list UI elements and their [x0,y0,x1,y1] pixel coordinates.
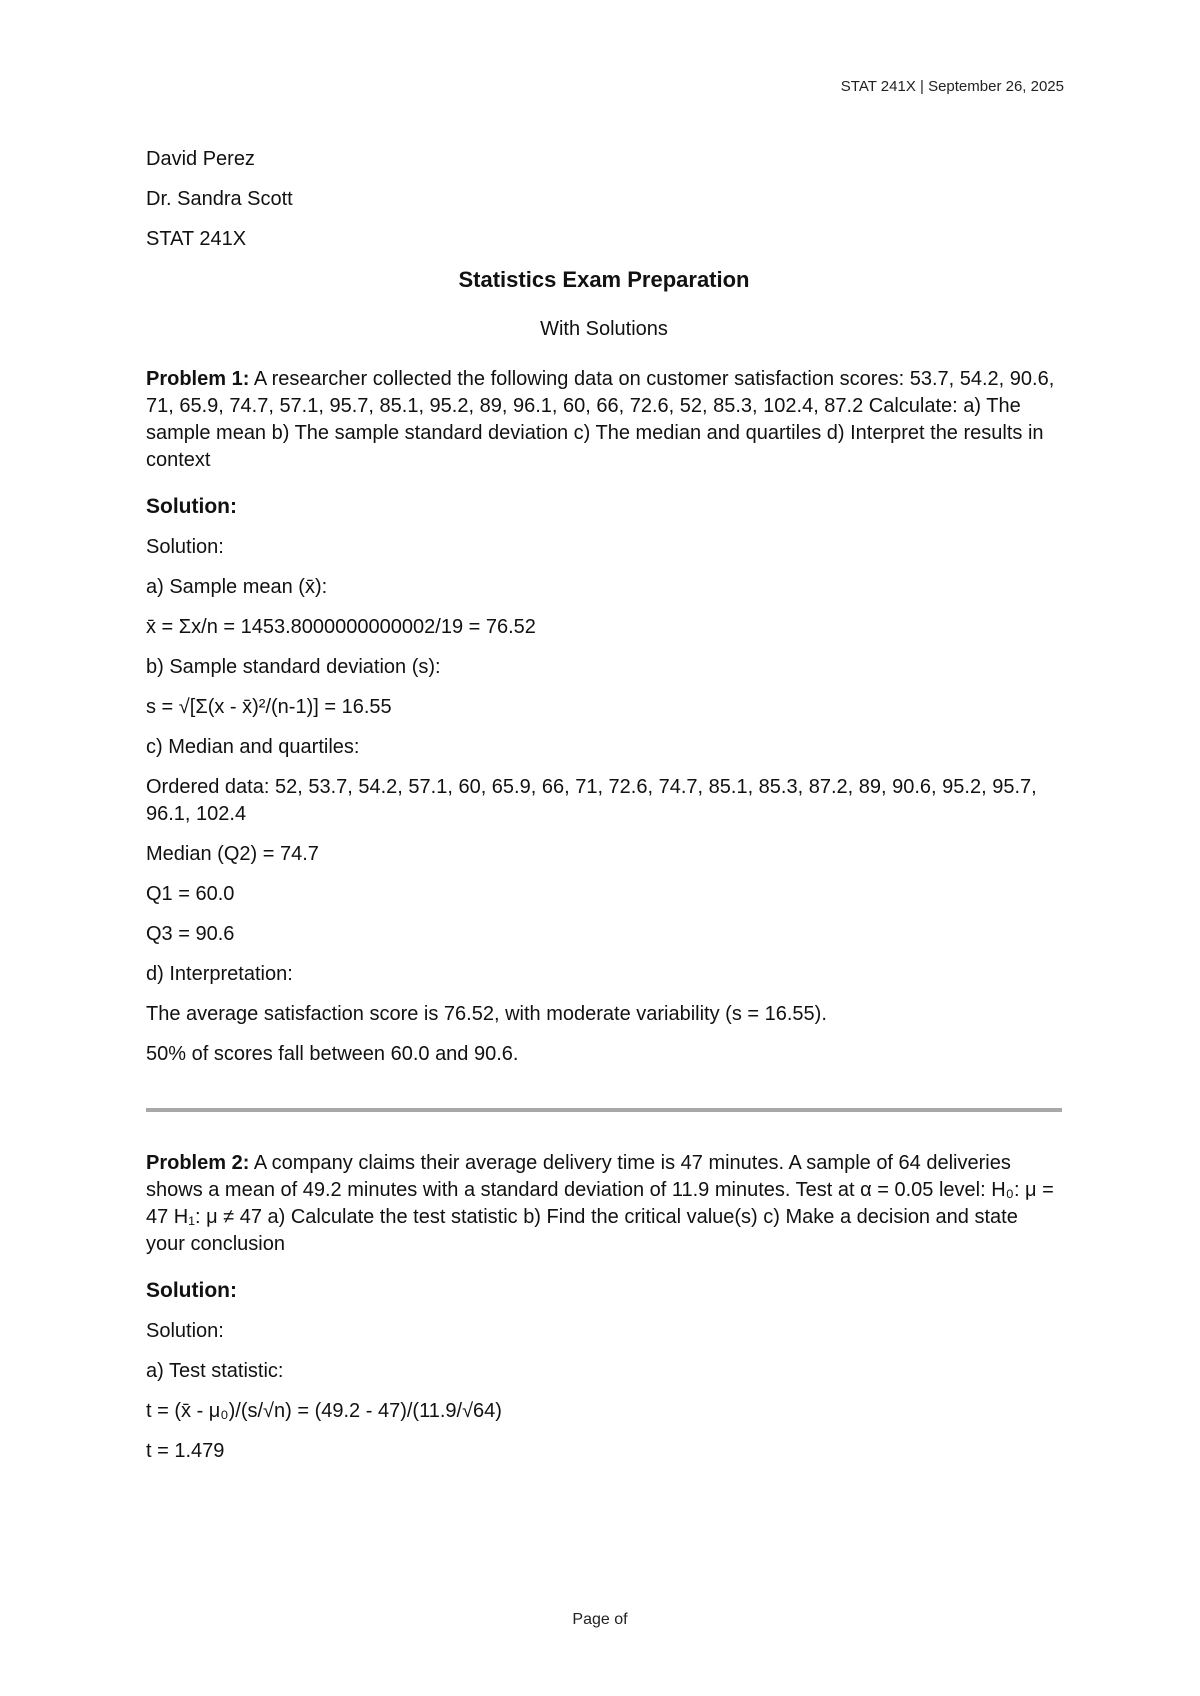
solution-line: 50% of scores fall between 60.0 and 90.6. [146,1043,519,1065]
solution-line: Solution: [146,1320,224,1342]
document-body [146,146,1062,1478]
problem-2-solution [146,1318,1062,1465]
document-subtitle: With Solutions [540,318,668,340]
solution-line: Solution: [146,536,224,558]
course-code: STAT 241X [146,228,247,250]
problem-1-label: Problem 1: [146,368,250,390]
solution-line: The average satisfaction score is 76.52, with moderate variability (s = 16.55). [146,1003,827,1025]
problem-1-solution-heading: Solution: [146,495,237,518]
solution-line: s = √[Σ(x - x̄)²/(n-1)] = 16.55 [146,696,392,718]
problem-2-label: Problem 2: [146,1152,250,1174]
solution-line: x̄ = Σx/n = 1453.8000000000002/19 = 76.52 [146,616,536,638]
solution-line: t = 1.479 [146,1440,225,1462]
problem-1-text: A researcher collected the following data on customer satisfaction scores: 53.7, 54.2, 90.6, 71, 65.9, 74.7, 57.1, 95.7, 85.1, 95.2, 89, 96.1, 60, 66, 72.6, 52, 85.3, 102.4, 87.2 Calculate: a) The sample mean b) The sample standard deviation c) The median and quartiles d) Interpret the results in context [146,368,1055,471]
instructor-name: Dr. Sandra Scott [146,188,293,210]
solution-line: a) Sample mean (x̄): [146,576,328,598]
solution-line: d) Interpretation: [146,963,293,985]
solution-line: b) Sample standard deviation (s): [146,656,441,678]
section-divider [146,1108,1062,1112]
solution-line: a) Test statistic: [146,1360,284,1382]
problem-2-text: A company claims their average delivery time is 47 minutes. A sample of 64 deliveries shows a mean of 49.2 minutes with a standard deviation of 11.9 minutes. Test at α = 0.05 level: H₀: μ = 47 H₁: μ ≠ 47 a) Calculate the test statistic b) Find the critical value(s) c) Make a decision and state your conclusion [146,1152,1054,1255]
page-footer: Page of [572,1611,628,1628]
solution-line: Q3 = 90.6 [146,923,235,945]
student-name: David Perez [146,148,255,170]
solution-line: t = (x̄ - μ₀)/(s/√n) = (49.2 - 47)/(11.9/√64) [146,1400,502,1422]
solution-line: Ordered data: 52, 53.7, 54.2, 57.1, 60, 65.9, 66, 71, 72.6, 74.7, 85.1, 85.3, 87.2, 89, 90.6, 95.2, 95.7, 96.1, 102.4 [146,776,1037,825]
solution-line: Q1 = 60.0 [146,883,235,905]
problem-1-statement [146,366,1062,474]
problem-1-solution [146,534,1062,1068]
document-title: Statistics Exam Preparation [458,267,750,292]
solution-line: c) Median and quartiles: [146,736,360,758]
problem-2-statement [146,1150,1062,1258]
problem-2-solution-heading: Solution: [146,1279,237,1302]
solution-line: Median (Q2) = 74.7 [146,843,319,865]
author-block [146,146,1062,253]
running-header: STAT 241X | September 26, 2025 [840,78,1064,95]
